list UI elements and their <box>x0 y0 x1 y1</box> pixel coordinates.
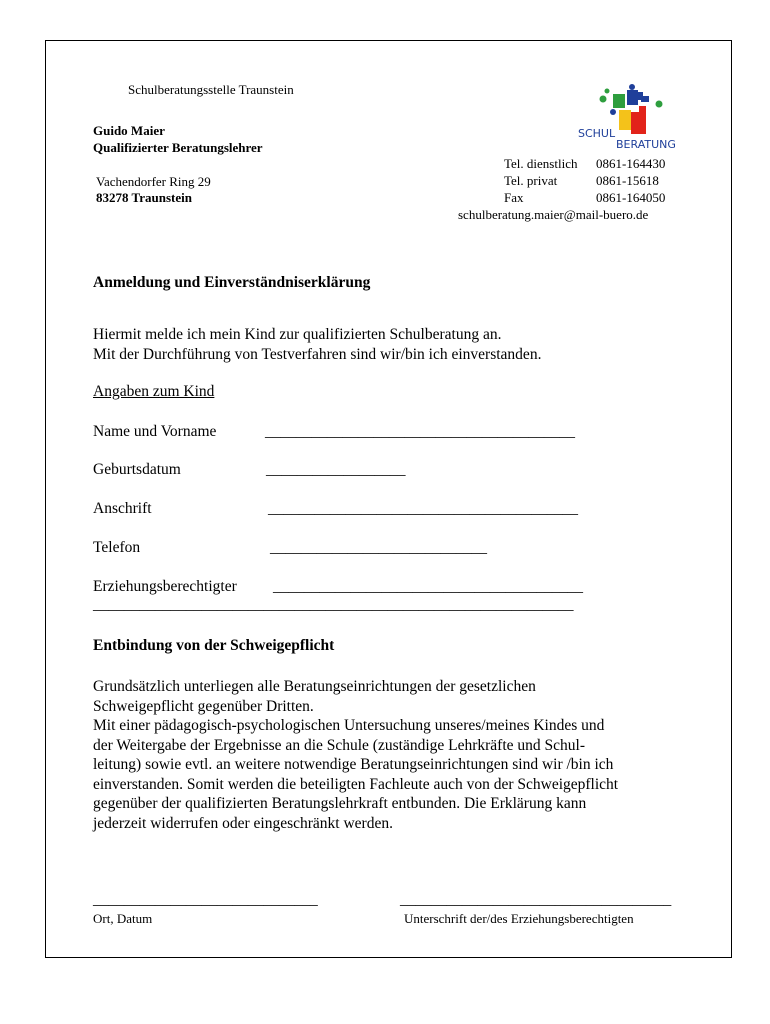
field-line-phone[interactable]: ____________________________ <box>270 539 487 556</box>
contact-row-private-phone <box>458 172 665 189</box>
contact-row-office-phone <box>458 155 665 172</box>
field-label-name: Name und Vorname <box>93 423 217 440</box>
contact-value: 0861-164430 <box>596 156 666 171</box>
signature-label-place-date: Ort, Datum <box>93 911 153 926</box>
field-line-name[interactable]: ________________________________________ <box>265 423 575 440</box>
contact-value: 0861-15618 <box>596 173 659 188</box>
field-label-birthdate: Geburtsdatum <box>93 461 181 478</box>
contact-label: Tel. privat <box>504 173 558 188</box>
contact-value: 0861-164050 <box>596 190 666 205</box>
field-line-guardian[interactable]: ________________________________________ <box>273 578 583 595</box>
release-title: Entbindung von der Schweigepflicht <box>93 637 335 654</box>
puzzle-logo-icon <box>575 82 675 150</box>
field-label-guardian: Erziehungsberechtigter <box>93 578 237 595</box>
section-label-child: Angaben zum Kind <box>93 383 215 400</box>
release-paragraph: Grundsätzlich unterliegen alle Beratungseinrichtungen der gesetzlichen Schweigepflicht gegenüber Dritten. Mit einer pädagogisch-psychologischen Untersuchung unseres/meines Kindes und der Weitergabe der Ergebnisse an die Schule (zuständige Lehrkräfte und Schul- leitung) sowie evtl. an weitere notwendige Beratungseinrichtungen sind wir /bin ich einverstanden. Somit werden die beteiligten Fachleute auch von der Schweigepflicht gegenüber der qualifizierten Beratungslehrkraft entbunden. Die Erklärung kann jederzeit widerrufen oder eingeschränkt werden. <box>93 678 619 832</box>
intro-line-2: Mit der Durchführung von Testverfahren sind wir/bin ich einverstanden. <box>93 346 542 363</box>
contact-label: Tel. dienstlich <box>504 156 578 171</box>
address-street: Vachendorfer Ring 29 <box>96 174 211 189</box>
schulberatung-logo <box>575 82 675 150</box>
address-city: 83278 Traunstein <box>96 190 192 205</box>
contact-email: schulberatung.maier@mail-buero.de <box>458 207 649 222</box>
counselor-name: Guido Maier <box>93 123 165 138</box>
office-name: Schulberatungsstelle Traunstein <box>128 82 294 97</box>
contact-row-fax <box>458 189 665 206</box>
section-divider: ______________________________________________________________ <box>93 596 574 613</box>
contact-label: Fax <box>504 190 524 205</box>
signature-line-place-date[interactable]: _____________________________ <box>93 891 318 908</box>
form-title: Anmeldung und Einverständniserklärung <box>93 274 371 291</box>
field-line-address[interactable]: ________________________________________ <box>268 500 578 517</box>
signature-label-guardian: Unterschrift der/des Erziehungsberechtigten <box>404 911 634 926</box>
logo-word-schul: SCHUL <box>578 127 616 140</box>
contact-block <box>458 155 665 223</box>
logo-word-beratung: BERATUNG <box>616 138 675 150</box>
field-label-address: Anschrift <box>93 500 152 517</box>
signature-line-guardian[interactable]: ___________________________________ <box>400 891 672 908</box>
field-line-birthdate[interactable]: __________________ <box>266 461 406 478</box>
intro-line-1: Hiermit melde ich mein Kind zur qualifizierten Schulberatung an. <box>93 326 502 343</box>
counselor-role: Qualifizierter Beratungslehrer <box>93 140 263 155</box>
field-label-phone: Telefon <box>93 539 141 556</box>
